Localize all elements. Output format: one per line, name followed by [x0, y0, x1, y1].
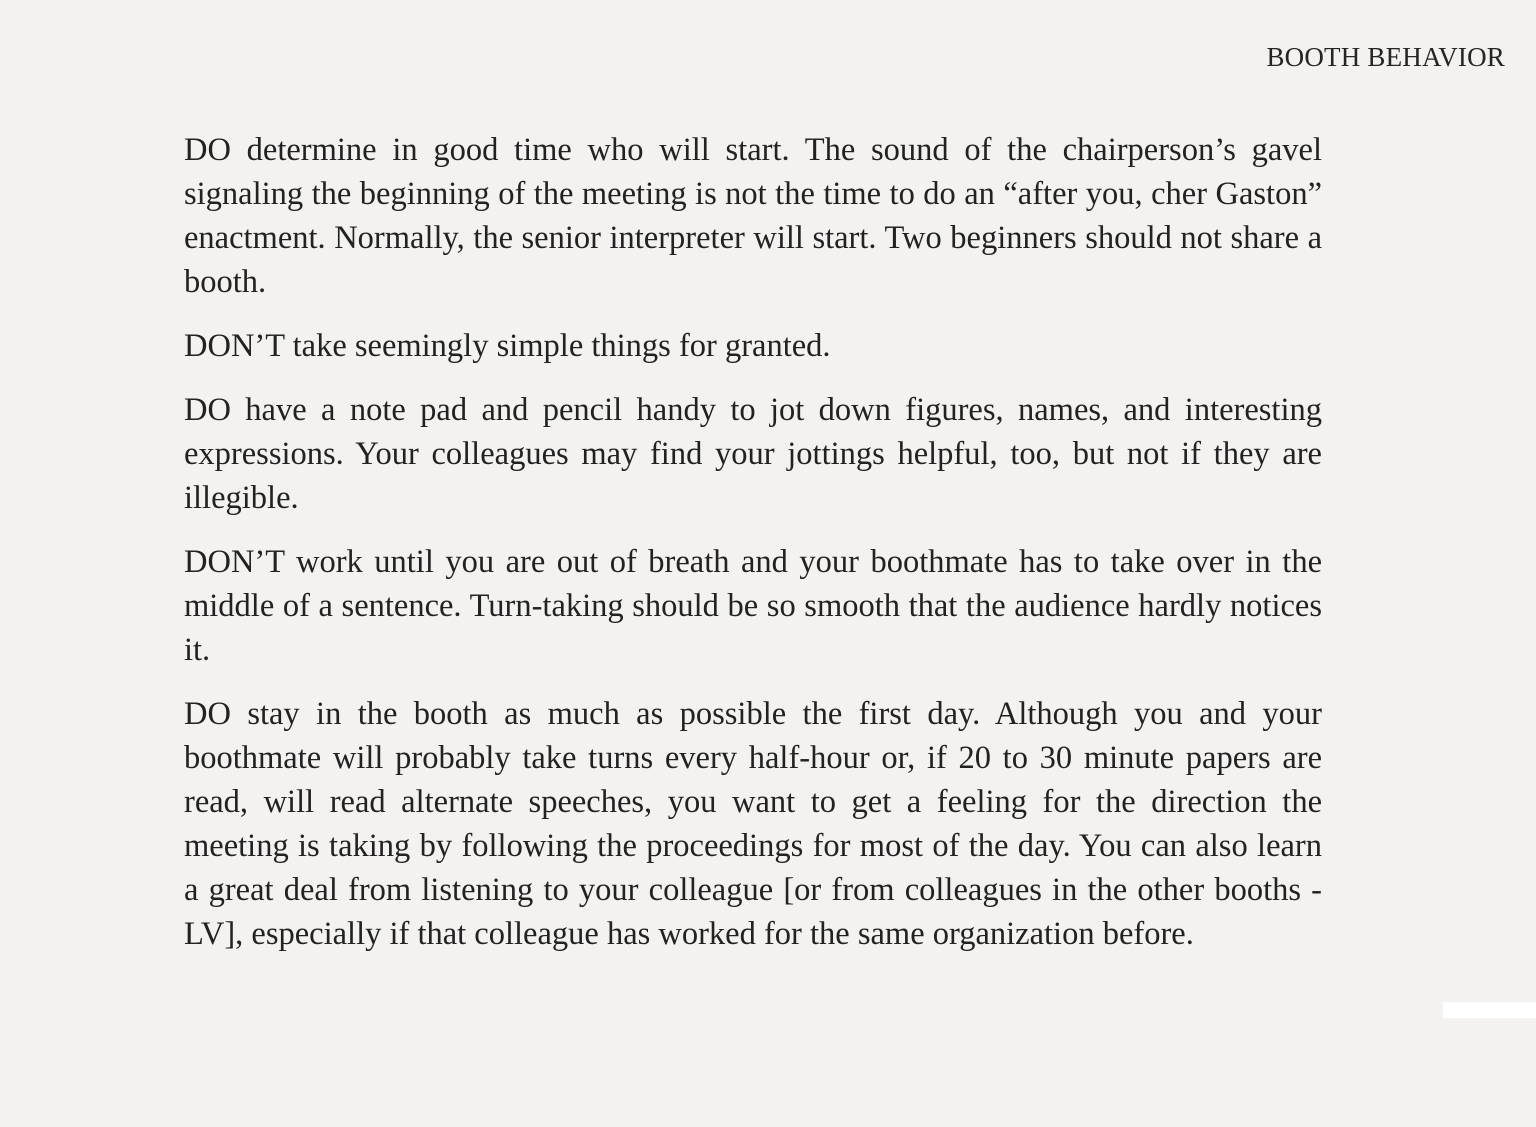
paragraph-note-pad: DO have a note pad and pencil handy to jot down figures, names, and interesting expressions. Your colleagues may find your jottings helpful, too, but not if they are illegible. [184, 392, 1322, 516]
paragraph-determine-start: DO determine in good time who will start. The sound of the chairperson’s gavel signaling the beginning of the meeting is not the time to do an “after you, cher Gaston” enactment. Normally, the senior interpreter will start. Two beginners should not share a booth. [184, 132, 1322, 300]
paragraph-first-day: DO stay in the booth as much as possible the first day. Although you and your boothmate will probably take turns every half-hour or, if 20 to 30 minute papers are read, will read alternate speeches, you want to get a feeling for the direction the meeting is taking by following the proceedings for most of the day. You can also learn a great deal from listening to your colleague [or from colleagues in the other booths - LV], especially if that colleague has worked for the same organization before. [184, 696, 1322, 952]
paragraph-turn-taking: DON’T work until you are out of breath and your boothmate has to take over in the middle of a sentence. Turn-taking should be so smooth that the audience hardly notices it. [184, 544, 1322, 668]
scan-artifact [1443, 1002, 1536, 1018]
running-head: BOOTH BEHAVIOR [1266, 42, 1505, 72]
paragraph-simple-things: DON’T take seemingly simple things for granted. [184, 328, 831, 364]
body-text [184, 128, 1322, 976]
